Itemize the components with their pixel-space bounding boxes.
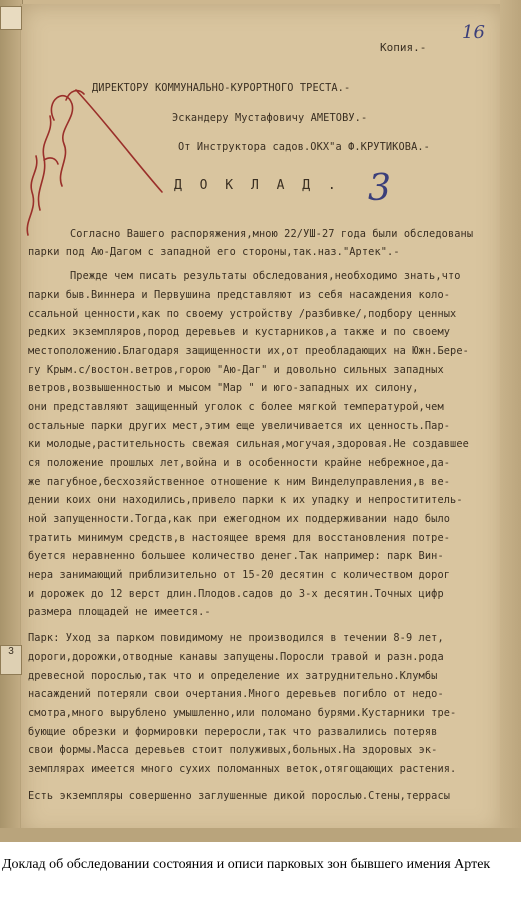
body-line: насаждений потеряли свои очертания.Много деревьев погибло от недо- [28,688,444,700]
body-line: парки быв.Виннера и Первушина представляют из себя насаждения коло- [28,289,451,301]
body-line: свои формы.Масса деревьев стоит полуживых,больных.На здоровых эк- [28,744,438,756]
bottom-edge [0,828,521,842]
document-title: Д О К Л А Д . [174,178,341,193]
body-line: гу Крым.с/востон.ветров,горою "Аю-Даг" и довольно сильных западных [28,364,444,376]
body-line: ки молодые,растительность свежая сильная,могучая,здоровая.Не создавшее [28,438,469,450]
body-line: нера занимающий приблизительно от 15-20 десятин с количеством дорог [28,569,451,581]
body-line: бующие обрезки и формировки переросли,так что развалились потеряв [28,726,438,738]
registration-number: 3 [368,168,391,209]
copy-mark: Копия.- [380,41,427,54]
body-line: дении коих они находились,привело парки к их упадку и непростититель- [28,494,463,506]
body-line: же пагубное,бесхозяйственное отношение к ним Винделуправления,в ве- [28,476,451,488]
body-line: земплярах имеется много сухих поломанных веток,отягощающих растения. [28,763,457,775]
body-line: они представляют защищенный уголок с более мягкой температурой,чем [28,401,444,413]
archive-tab [0,6,22,30]
body-line: размера площадей не имеется.- [28,606,211,618]
body-line: местоположению.Благодаря защищенности их,от преобладающих на Южн.Бере- [28,345,469,357]
body-line: смотра,много вырублено умышленно,или поломано бурями.Кустарники тре- [28,707,457,719]
body-line: тратить минимум средств,в настоящее время для восстановления потре- [28,532,451,544]
body-line: парки под Аю-Дагом с западной его стороны,так.наз."Артек".- [28,246,400,258]
body-line: Согласно Вашего распоряжения,мною 22/УШ-27 года были обследованы [70,228,474,240]
body-line: остальные парки других мест,этим еще увеличивается их ценность.Пар- [28,420,451,432]
body-line: ся положение прошлых лет,война и в особенности крайне небрежное,да- [28,457,451,469]
body-line: древесной порослью,так что и определение их затруднительно.Клумбы [28,670,438,682]
paper-edge [500,0,521,842]
addressee-line: ДИРЕКТОРУ КОММУНАЛЬНО-КУРОРТНОГО ТРЕСТА.- [92,82,351,94]
body-line: дороги,дорожки,отводные канавы запущены.Поросли травой и разн.рода [28,651,444,663]
archive-tab-number: 3 [0,645,22,675]
body-line: и дорожек до 12 верст длин.Плодов.садов до 3-х десятин.Точных цифр [28,588,444,600]
body-line: Парк: Уход за парком повидимому не производился в течении 8-9 лет, [28,632,444,644]
page-number: 16 [462,22,485,43]
sender-line: От Инструктора садов.ОКХ"а Ф.КРУТИКОВА.- [178,141,430,153]
body-line: ветров,возвышенностью и мысом "Мар " и юго-западных их силону, [28,382,419,394]
body-line: ной запущенности.Тогда,как при ежегодном их поддерживании надо было [28,513,451,525]
body-line: буется неравненно большее количество денег.Так например: парк Вин- [28,550,444,562]
addressee-name: Эскандеру Мустафовичу АМЕТОВУ.- [172,112,368,124]
body-line: Есть экземпляры совершенно заглушенные дикой порослью.Стены,террасы [28,790,451,802]
body-line: ссальной ценности,как по своему устройству /разбивке/,подбору ценных [28,308,457,320]
body-line: редких экземпляров,пород деревьев и кустарников,а также и по своему [28,326,451,338]
body-line: Прежде чем писать результаты обследования,необходимо знать,что [70,270,461,282]
image-caption: Доклад об обследовании состояния и описи парковых зон бывшего имения Артек [2,857,491,872]
